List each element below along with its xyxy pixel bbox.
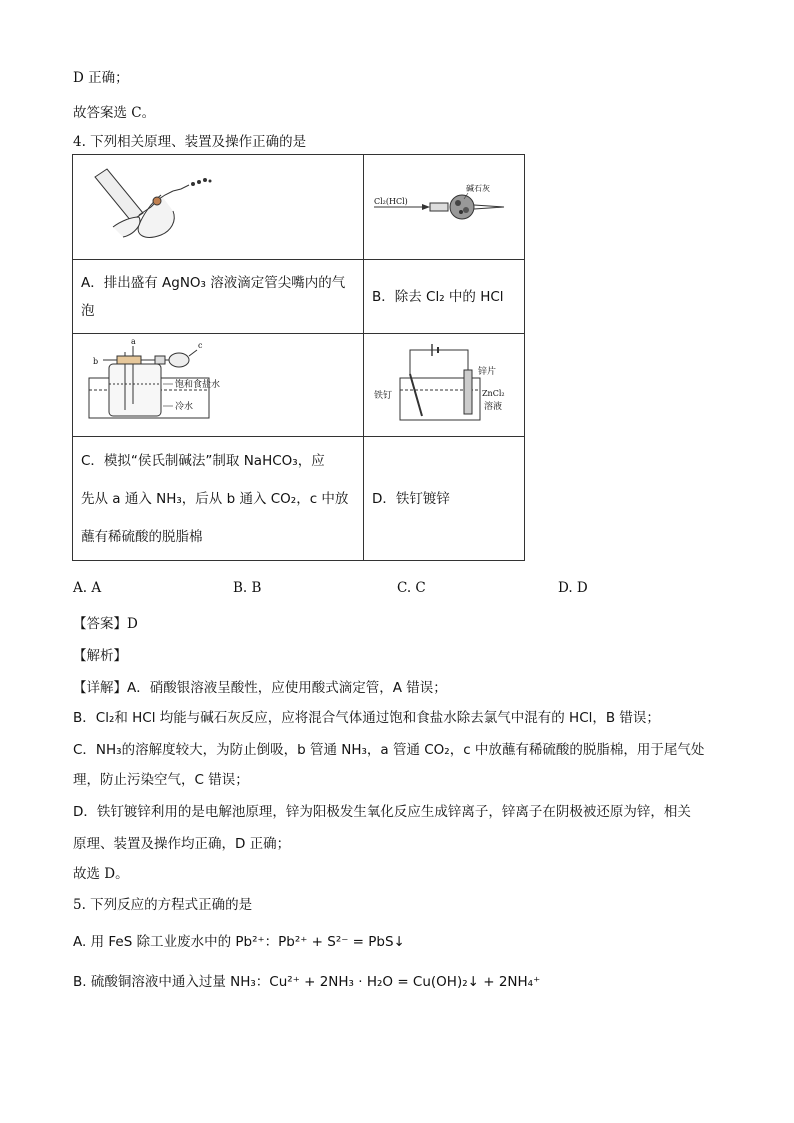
top-line-1: D 正确；	[73, 70, 129, 86]
question-4-stem: 4. 下列相关原理、装置及操作正确的是	[73, 134, 307, 150]
answer-tag: 【答案】	[73, 616, 127, 632]
analysis-tag: 【解析】	[73, 648, 127, 664]
ammonia-soda-figure	[73, 334, 363, 426]
option-c-text-2: 先从 a 通入 NH₃，后从 b 通入 CO₂，c 中放	[81, 490, 349, 507]
option-c-text-1: C．模拟“侯氏制碱法”制取 NaHCO₃，应	[81, 452, 325, 469]
detail-line-2: B．Cl₂和 HCl 均能与碱石灰反应，应将混合气体通过饱和食盐水除去氯气中混有的 HCl，B 错误；	[73, 710, 660, 726]
question-4-table	[72, 154, 525, 561]
conclusion-line: 故选 D。	[73, 866, 129, 882]
option-c: C. C	[397, 580, 426, 596]
figure-b-gas-label: Cl₂(HCl)	[374, 197, 408, 206]
option-d: D. D	[558, 580, 588, 596]
question-5-option-a: A. 用 FeS 除工业废水中的 Pb²⁺：Pb²⁺ + S²⁻ = PbS↓	[73, 934, 405, 950]
detail-line-5: D．铁钉镀锌利用的是电解池原理，锌为阳极发生氧化反应生成锌离子，锌离子在阴极被还原为锌，相关	[73, 804, 691, 820]
detail-line-3: C．NH₃的溶解度较大，为防止倒吸，b 管通 NH₃，a 管通 CO₂，c 中放蘸有稀硫酸的脱脂棉，用于尾气处	[73, 742, 705, 758]
option-c-text-3: 蘸有稀硫酸的脱脂棉	[81, 528, 203, 545]
figure-d-zinc-label: 锌片	[478, 367, 497, 377]
figure-c-cell	[73, 334, 364, 437]
detail-line-6: 原理、装置及操作均正确，D 正确；	[73, 836, 291, 852]
option-a-text-2: 泡	[81, 302, 95, 319]
figure-d-cell	[364, 334, 525, 437]
figure-d-iron-label: 铁钉	[374, 391, 393, 401]
answer-value: D	[127, 616, 138, 632]
option-d-cell	[364, 437, 525, 561]
option-d-text: D．铁钉镀锌	[372, 490, 450, 507]
option-a-text-1: A．排出盛有 AgNO₃ 溶液滴定管尖嘴内的气	[81, 274, 346, 291]
question-5-stem: 5. 下列反应的方程式正确的是	[73, 897, 253, 913]
figure-c-cold-label: 冷水	[175, 402, 194, 412]
burette-bubble-figure	[73, 155, 363, 249]
option-a-cell	[73, 260, 364, 334]
option-b-text: B．除去 Cl₂ 中的 HCl	[372, 288, 504, 305]
figure-c-label-c: c	[198, 341, 203, 350]
figure-b-lime-label: 碱石灰	[466, 184, 490, 193]
detail-line-4: 理，防止污染空气，C 错误；	[73, 772, 249, 788]
option-a: A. A	[73, 580, 102, 596]
detail-line-1: 【详解】A．硝酸银溶液呈酸性，应使用酸式滴定管，A 错误；	[73, 680, 447, 696]
question-5-option-b: B. 硫酸铜溶液中通入过量 NH₃：Cu²⁺ + 2NH₃ · H₂O = Cu(OH)₂↓ + 2NH₄⁺	[73, 974, 541, 990]
figure-d-zncl2-label: ZnCl₂	[482, 389, 505, 398]
answer-line	[73, 612, 138, 632]
figure-c-label-a: a	[131, 337, 136, 346]
figure-c-salt-label: 饱和食盐水	[175, 380, 221, 390]
figure-c-label-b: b	[93, 357, 99, 366]
option-c-cell	[73, 437, 364, 561]
figure-b-cell	[364, 155, 525, 260]
option-b: B. B	[233, 580, 262, 596]
figure-d-solution-label: 溶液	[484, 402, 503, 412]
electroplating-figure	[364, 334, 524, 426]
figure-a-cell	[73, 155, 364, 260]
drying-tube-figure	[364, 155, 524, 249]
top-line-2: 故答案选 C。	[73, 105, 156, 121]
option-b-cell	[364, 260, 525, 334]
